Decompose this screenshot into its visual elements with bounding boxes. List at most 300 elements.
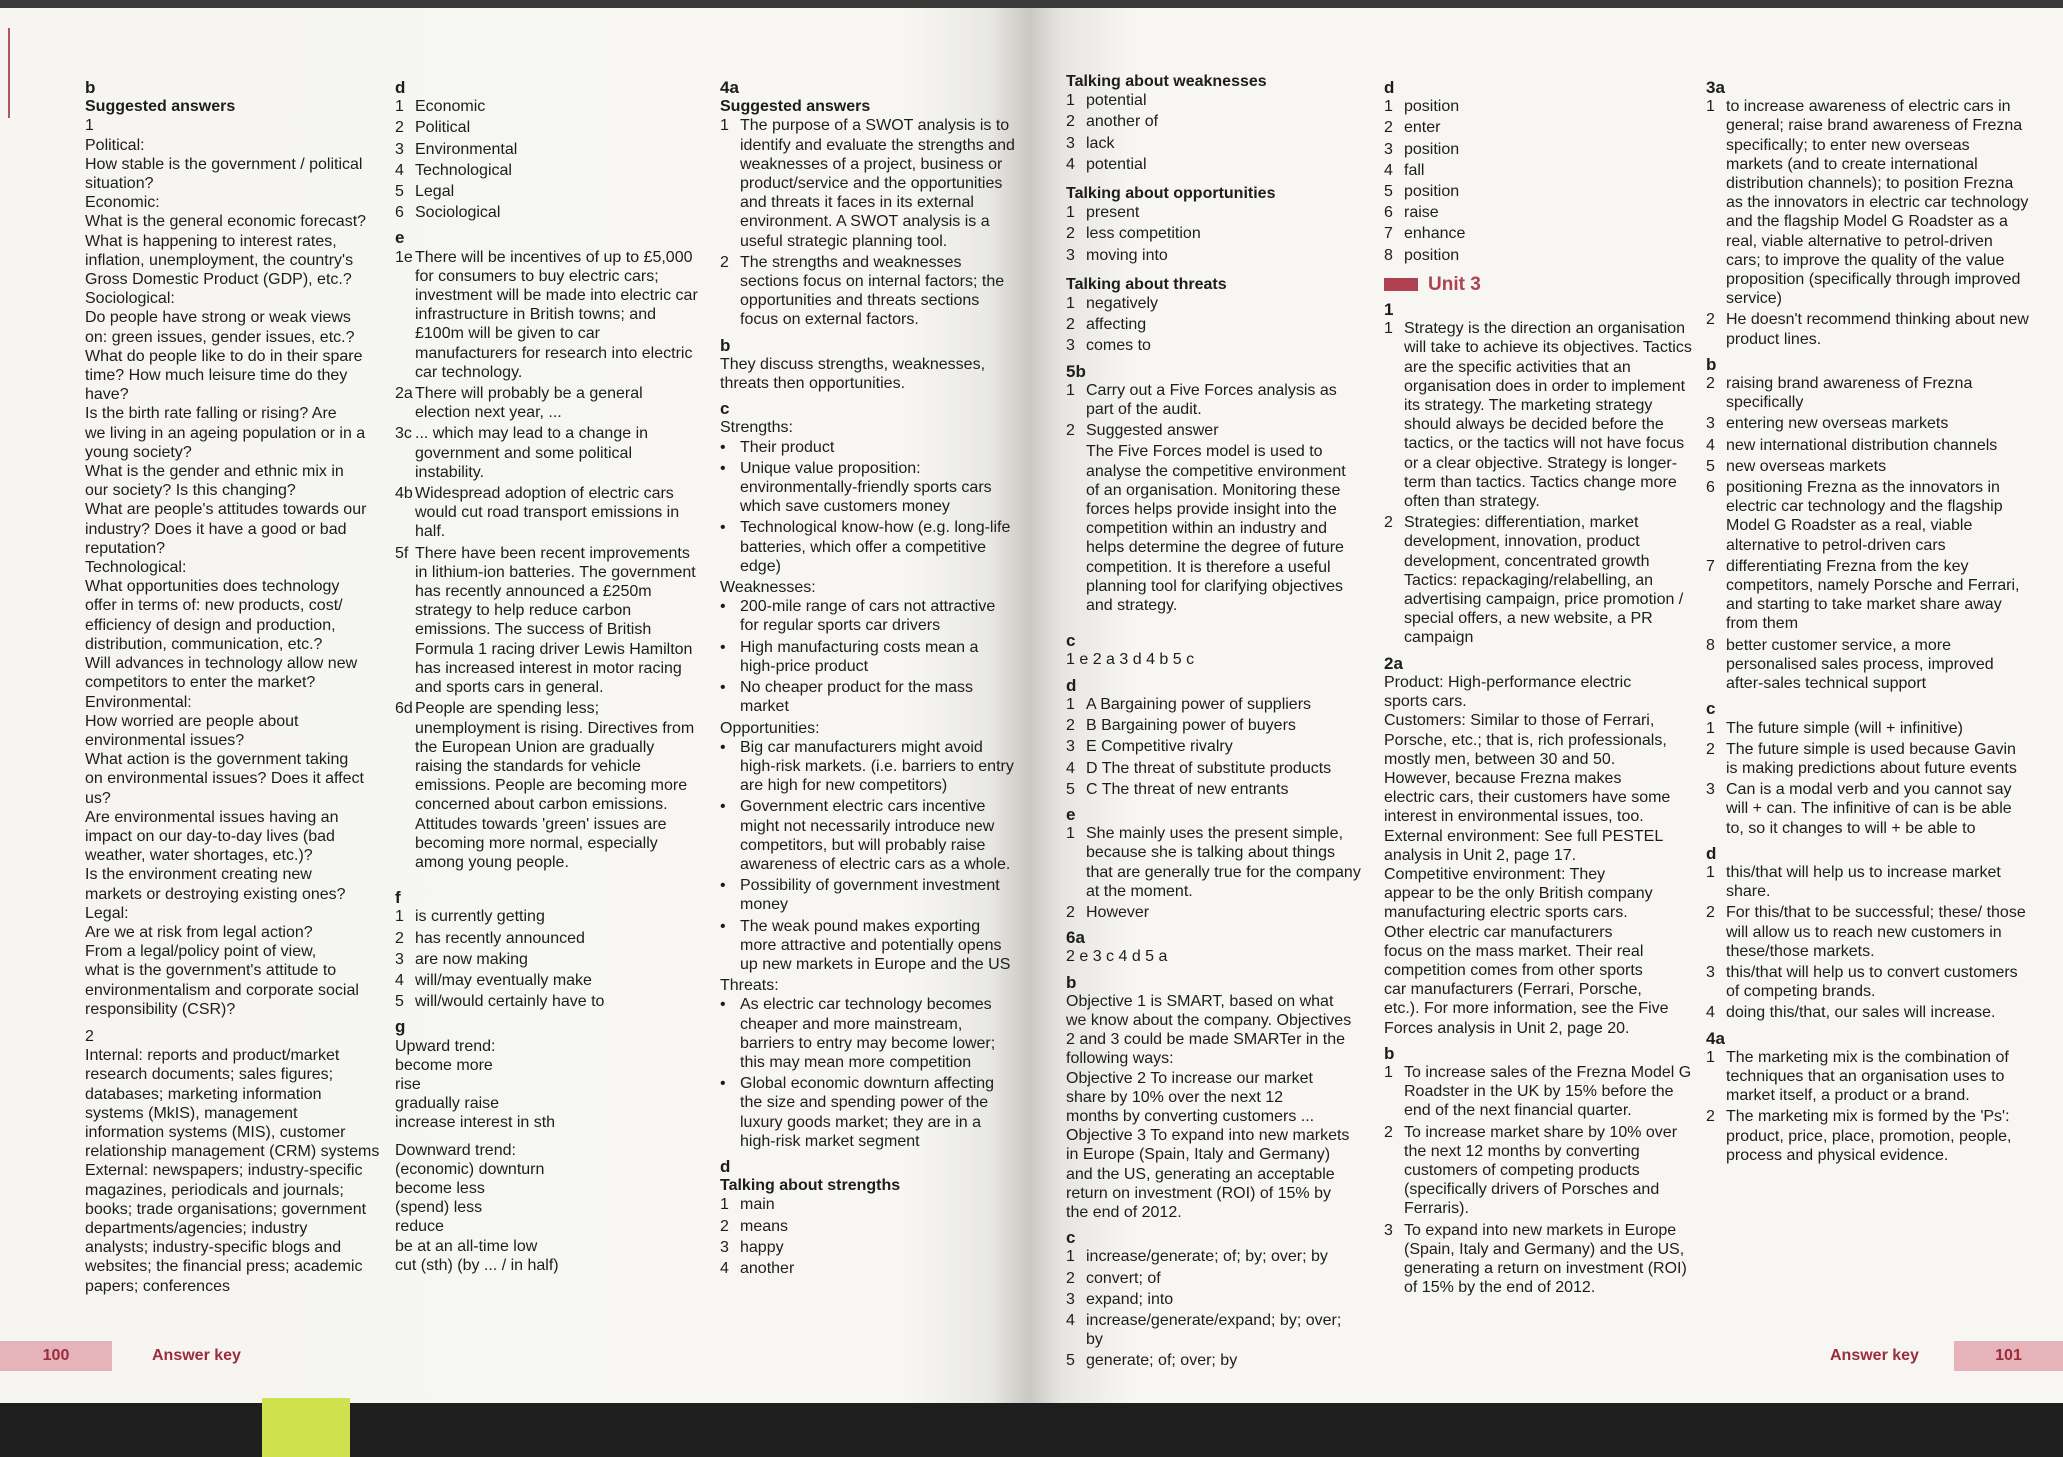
answer-item bbox=[1066, 294, 1361, 313]
section-heading: Talking about strengths bbox=[720, 1177, 901, 1195]
answer-item bbox=[1066, 421, 1361, 440]
text-line: etc.). For more information, see the Five bbox=[1384, 1000, 1669, 1018]
item-number: 3 bbox=[1384, 1221, 1393, 1239]
item-number: 2 bbox=[1706, 375, 1715, 393]
item-number: 5f bbox=[395, 544, 409, 562]
text-line: 2 and 3 could be made SMARTer in the bbox=[1066, 1031, 1345, 1049]
answer-item bbox=[1066, 716, 1361, 735]
item-text: happy bbox=[740, 1238, 784, 1256]
answer-item bbox=[1066, 246, 1361, 265]
exercise-label: c bbox=[1066, 1228, 1076, 1248]
exercise-label: g bbox=[395, 1017, 406, 1037]
item-text: The future simple is used because Gavin is making predictions about future events bbox=[1726, 740, 2017, 777]
item-text: Government electric cars incentive might not necessarily introduce new competitors, but will probably raise awareness of electric cars as a whole. bbox=[740, 798, 1011, 873]
item-number: 4 bbox=[1066, 1311, 1075, 1329]
item-number: 1 bbox=[1066, 1248, 1075, 1266]
text-line: competitors to enter the market? bbox=[85, 674, 316, 692]
text-line: They discuss strengths, weaknesses, bbox=[720, 355, 986, 373]
text-line: young society? bbox=[85, 443, 192, 461]
answer-item bbox=[395, 699, 700, 872]
answer-item bbox=[1706, 457, 2030, 476]
item-text: The marketing mix is the combination of techniques that an organisation uses to market itself, a product or a brand. bbox=[1726, 1048, 2009, 1105]
text-line: Product: High-performance electric bbox=[1384, 673, 1632, 691]
answer-item bbox=[1066, 224, 1361, 243]
item-text: Strategy is the direction an organisation will take to achieve its objectives. Tactics are the specific activities that an organisation does in order to implement its strategy. The marketing strategy should always be decided before the tactics, or the tactics will not have focus or a clear objective. Strategy is longer-term than tactics. Tactics change more often than strategy. bbox=[1404, 320, 1692, 511]
item-text: raise bbox=[1404, 204, 1439, 222]
exercise-label: e bbox=[395, 228, 405, 248]
item-text: B Bargaining power of buyers bbox=[1086, 717, 1296, 735]
text-line: External: newspapers; industry-specific bbox=[85, 1162, 363, 1180]
column-2 bbox=[395, 72, 700, 1275]
text-line: weather, water shortages, etc.)? bbox=[85, 847, 313, 865]
item-number: 1 bbox=[1384, 1063, 1393, 1081]
text-line: Downward trend: bbox=[395, 1141, 516, 1159]
text-line: books; trade organisations; government bbox=[85, 1200, 367, 1218]
text-line: on: green issues, gender issues, etc.? bbox=[85, 328, 355, 346]
item-number: 6 bbox=[1384, 204, 1393, 222]
text-line: Political: bbox=[85, 136, 145, 154]
text-line: reduce bbox=[395, 1218, 444, 1236]
answer-item bbox=[720, 253, 1015, 330]
item-number: 8 bbox=[1706, 636, 1715, 654]
item-text: present bbox=[1086, 204, 1140, 222]
item-text: Widespread adoption of electric cars would cut road transport emissions in half. bbox=[415, 485, 680, 541]
item-text: As electric car technology becomes cheaper and more mainstream, barriers to entry may become lower; this may mean more competition bbox=[740, 996, 996, 1071]
answer-item bbox=[395, 203, 700, 222]
item-text: However bbox=[1086, 903, 1150, 921]
answer-item bbox=[1706, 1107, 2030, 1165]
answer-item bbox=[1706, 780, 2030, 838]
item-number: 7 bbox=[1384, 225, 1393, 243]
item-number: 1 bbox=[1066, 295, 1075, 313]
answer-item bbox=[1706, 414, 2030, 433]
text-line: External environment: See full PESTEL bbox=[1384, 827, 1664, 845]
text-line: 1 bbox=[85, 117, 94, 135]
text-line: following ways: bbox=[1066, 1050, 1174, 1068]
item-text: The marketing mix is formed by the 'Ps': product, price, place, promotion, people, process and physical evidence. bbox=[1726, 1108, 2012, 1164]
exercise-label: c bbox=[1706, 699, 1716, 719]
text-line: our society? Is this changing? bbox=[85, 482, 296, 500]
item-number: 4 bbox=[1066, 155, 1075, 173]
text-line: we know about the company. Objectives bbox=[1066, 1011, 1352, 1029]
text-line: Are environmental issues having an bbox=[85, 808, 339, 826]
item-number: 3 bbox=[1384, 140, 1393, 158]
answer-item bbox=[1066, 381, 1361, 419]
text-line: Is the environment creating new bbox=[85, 866, 312, 884]
text-line: Technological: bbox=[85, 559, 187, 577]
answer-item bbox=[1384, 224, 1702, 243]
answer-item bbox=[395, 424, 700, 482]
item-number: 3 bbox=[720, 1238, 729, 1256]
item-number: 3 bbox=[1066, 134, 1075, 152]
exercise-label: c bbox=[720, 399, 730, 419]
item-number: 4 bbox=[395, 161, 404, 179]
item-number: 3 bbox=[1066, 337, 1075, 355]
item-text: High manufacturing costs mean a high-price product bbox=[740, 638, 979, 675]
text-line: 2 bbox=[85, 1027, 94, 1045]
text-line: sports cars. bbox=[1384, 693, 1467, 711]
item-number: 4 bbox=[1066, 759, 1075, 777]
item-text: Their product bbox=[740, 438, 835, 456]
item-text: Big car manufacturers might avoid high-risk markets. (i.e. barriers to entry are high for new competitors) bbox=[740, 738, 1014, 795]
answer-item bbox=[720, 638, 1015, 676]
item-number: 6d bbox=[395, 700, 413, 718]
item-number: 2 bbox=[1066, 225, 1075, 243]
answer-item bbox=[1706, 903, 2030, 961]
item-number: 2 bbox=[1066, 422, 1075, 440]
answer-item bbox=[1706, 1048, 2030, 1106]
answer-item bbox=[1706, 478, 2030, 555]
item-text: Economic bbox=[415, 98, 486, 116]
item-text: Carry out a Five Forces analysis as part of the audit. bbox=[1086, 381, 1337, 419]
answer-item bbox=[1066, 759, 1361, 778]
text-line: share by 10% over the next 12 bbox=[1066, 1088, 1284, 1106]
item-text: fall bbox=[1404, 161, 1425, 179]
item-number: • bbox=[720, 1075, 726, 1093]
spacer bbox=[395, 874, 700, 882]
answer-item bbox=[720, 1217, 1015, 1236]
item-text: means bbox=[740, 1217, 789, 1235]
spacer bbox=[1066, 617, 1361, 625]
item-number: 5 bbox=[1706, 457, 1715, 475]
item-number: 1 bbox=[1706, 98, 1715, 116]
text-line: Do people have strong or weak views bbox=[85, 309, 351, 327]
item-number: 5 bbox=[395, 993, 404, 1011]
answer-item bbox=[1066, 1311, 1361, 1349]
exercise-label: d bbox=[395, 78, 406, 97]
item-number: 5 bbox=[1066, 1352, 1075, 1370]
exercise-label: b bbox=[720, 335, 731, 355]
text-line: become less bbox=[395, 1179, 485, 1197]
answer-item bbox=[1066, 824, 1361, 901]
item-number: 1 bbox=[1706, 863, 1715, 881]
text-line: cut (sth) (by ... / in half) bbox=[395, 1256, 559, 1274]
text-line: What are people's attitudes towards our bbox=[85, 501, 367, 519]
item-number: 1 bbox=[1706, 719, 1715, 737]
text-line: relationship management (CRM) systems bbox=[85, 1143, 380, 1161]
item-number: 8 bbox=[1384, 246, 1393, 264]
exercise-label: d bbox=[1384, 78, 1395, 97]
text-line: impact on our day-to-day lives (bad bbox=[85, 827, 335, 845]
item-number: • bbox=[720, 917, 726, 935]
answer-item bbox=[1706, 1003, 2030, 1022]
text-line: Customers: Similar to those of Ferrari, bbox=[1384, 712, 1655, 730]
item-number: 2 bbox=[1706, 1108, 1715, 1126]
answer-item bbox=[720, 678, 1015, 716]
text-line: appear to be the only British company bbox=[1384, 885, 1653, 903]
text-line: How worried are people about bbox=[85, 712, 299, 730]
item-text: Possibility of government investment money bbox=[740, 877, 1000, 914]
item-text: comes to bbox=[1086, 337, 1151, 355]
text-line: Sociological: bbox=[85, 290, 175, 308]
item-number: • bbox=[720, 798, 726, 816]
column-6 bbox=[1706, 72, 2030, 1167]
answer-item bbox=[1066, 91, 1361, 110]
exercise-label: c bbox=[1066, 631, 1076, 651]
text-line: papers; conferences bbox=[85, 1277, 230, 1295]
text-line: rise bbox=[395, 1075, 421, 1093]
item-text: Political bbox=[415, 119, 471, 137]
item-number: 7 bbox=[1706, 557, 1715, 575]
text-line: departments/agencies; industry bbox=[85, 1219, 308, 1237]
item-text: There will probably be a general election next year, ... bbox=[415, 385, 643, 422]
text-line: offer in terms of: new products, cost/ bbox=[85, 597, 343, 615]
text-line: Is the birth rate falling or rising? Are bbox=[85, 405, 337, 423]
exercise-label: d bbox=[1066, 675, 1077, 695]
text-line: (spend) less bbox=[395, 1199, 483, 1217]
answer-item bbox=[395, 182, 700, 201]
item-text: Technological bbox=[415, 161, 512, 179]
exercise-label: b bbox=[1384, 1043, 1395, 1063]
item-text: position bbox=[1404, 183, 1460, 201]
item-text: position bbox=[1404, 246, 1460, 264]
spacer bbox=[85, 1019, 385, 1027]
item-text: Sociological bbox=[415, 204, 501, 222]
item-text: For this/that to be successful; these/ those will allow us to reach new customers in these/those markets. bbox=[1726, 904, 2026, 960]
answer-item bbox=[720, 438, 1015, 457]
text-line: be at an all-time low bbox=[395, 1237, 538, 1255]
answer-item bbox=[395, 484, 700, 542]
text-line: return on investment (ROI) of 15% by bbox=[1066, 1184, 1331, 1202]
item-number: • bbox=[720, 877, 726, 895]
exercise-label: b bbox=[1066, 972, 1077, 992]
exercise-label: 5b bbox=[1066, 361, 1086, 381]
item-number: 4 bbox=[1384, 161, 1393, 179]
answer-item bbox=[395, 907, 700, 926]
text-line: electric cars, their customers have some bbox=[1384, 789, 1671, 807]
item-text: negatively bbox=[1086, 295, 1159, 313]
answer-item bbox=[1066, 695, 1361, 714]
item-text: There will be incentives of up to £5,000 for consumers to buy electric cars; investment will be made into electric car infrastructure in British towns; and £100m will be given to car manufacturers for research into electric car technology. bbox=[415, 248, 698, 381]
exercise-label: 4a bbox=[1706, 1028, 1725, 1048]
item-number: 3 bbox=[1706, 415, 1715, 433]
answer-item bbox=[395, 97, 700, 116]
answer-item bbox=[720, 518, 1015, 576]
item-number: 3c bbox=[395, 425, 412, 443]
item-number: 4b bbox=[395, 485, 413, 503]
item-number: 1 bbox=[1066, 825, 1075, 843]
exercise-label: f bbox=[395, 888, 401, 908]
item-number: • bbox=[720, 996, 726, 1014]
text-line: research documents; sales figures; bbox=[85, 1066, 334, 1084]
unit-title: Unit 3 bbox=[1428, 273, 1481, 295]
text-line: mostly men, between 30 and 50. bbox=[1384, 750, 1616, 768]
text-line: What action is the government taking bbox=[85, 751, 349, 769]
item-number: 3 bbox=[395, 140, 404, 158]
answer-item bbox=[1384, 1123, 1702, 1219]
text-line: 2 e 3 c 4 d 5 a bbox=[1066, 948, 1168, 966]
item-number: 2 bbox=[720, 253, 729, 271]
answer-item bbox=[1066, 155, 1361, 174]
text-line: Legal: bbox=[85, 904, 129, 922]
text-line: threats then opportunities. bbox=[720, 375, 906, 393]
text-line: on environmental issues? Does it affect bbox=[85, 770, 364, 788]
text-line: increase interest in sth bbox=[395, 1114, 556, 1132]
text-line: efficiency of design and production, bbox=[85, 616, 336, 634]
item-number: • bbox=[720, 638, 726, 656]
text-line: situation? bbox=[85, 175, 154, 193]
text-line: competition comes from other sports bbox=[1384, 961, 1643, 979]
text-line: magazines, periodicals and journals; bbox=[85, 1181, 344, 1199]
item-text: another of bbox=[1086, 113, 1159, 131]
answer-item bbox=[1706, 374, 2030, 412]
text-line: From a legal/policy point of view, bbox=[85, 943, 317, 961]
item-number: 1 bbox=[1066, 204, 1075, 222]
item-number: • bbox=[720, 519, 726, 537]
text-line: what is the government's attitude to bbox=[85, 962, 337, 980]
exercise-label: e bbox=[1066, 804, 1076, 824]
text-line: inflation, unemployment, the country's bbox=[85, 251, 354, 269]
item-number: 1 bbox=[1066, 695, 1075, 713]
text-line: gradually raise bbox=[395, 1095, 500, 1113]
item-text: Global economic downturn affecting the size and spending power of the luxury goods market; they are in a high-risk market segment bbox=[740, 1075, 995, 1150]
answer-item bbox=[1066, 1351, 1361, 1370]
text-line: 1 e 2 a 3 d 4 b 5 c bbox=[1066, 651, 1195, 669]
text-line: Other electric car manufacturers bbox=[1384, 923, 1613, 941]
answer-item bbox=[1706, 740, 2030, 778]
item-text: Can is a modal verb and you cannot say will + can. The infinitive of can is be able to, so it changes to will + be able to bbox=[1726, 781, 2012, 837]
text-line: focus on the mass market. Their real bbox=[1384, 942, 1644, 960]
text-line: How stable is the government / political bbox=[85, 155, 363, 173]
item-number: 1 bbox=[720, 1196, 729, 1214]
item-text: enter bbox=[1404, 119, 1441, 137]
item-text: Technological know-how (e.g. long-life batteries, which offer a competitive edge) bbox=[740, 519, 1011, 575]
left-page bbox=[0, 8, 1030, 1403]
item-number: 5 bbox=[1384, 183, 1393, 201]
item-text: moving into bbox=[1086, 246, 1168, 264]
item-text: doing this/that, our sales will increase. bbox=[1726, 1004, 1996, 1022]
exercise-label: d bbox=[1706, 843, 1717, 863]
item-text: No cheaper product for the mass market bbox=[740, 679, 974, 716]
item-number: 3 bbox=[1706, 963, 1715, 981]
exercise-label: b bbox=[85, 78, 96, 97]
item-number: 3 bbox=[1066, 246, 1075, 264]
answer-item bbox=[1384, 140, 1702, 159]
column-4 bbox=[1066, 72, 1361, 1373]
item-number: 6 bbox=[1706, 479, 1715, 497]
text-line: Porsche, etc.; that is, rich professionals, bbox=[1384, 731, 1667, 749]
text-line: reputation? bbox=[85, 539, 166, 557]
item-text: He doesn't recommend thinking about new product lines. bbox=[1726, 311, 2029, 348]
item-number: 1 bbox=[1066, 92, 1075, 110]
item-number: 2 bbox=[1706, 311, 1715, 329]
answer-item bbox=[1706, 863, 2030, 901]
exercise-label: d bbox=[720, 1156, 731, 1176]
text-line: What opportunities does technology bbox=[85, 578, 340, 596]
item-number: • bbox=[720, 598, 726, 616]
text-line: Objective 3 To expand into new markets bbox=[1066, 1127, 1350, 1145]
item-number: 2 bbox=[720, 1217, 729, 1235]
item-text: better customer service, a more personalised sales process, improved after-sales technical support bbox=[1726, 636, 1994, 693]
item-text: position bbox=[1404, 140, 1460, 158]
item-text: Suggested answer bbox=[1086, 422, 1219, 440]
answer-item bbox=[720, 1074, 1015, 1151]
answer-item bbox=[720, 1195, 1015, 1214]
item-text: are now making bbox=[415, 950, 528, 968]
text-line: industry? Does it have a good or bad bbox=[85, 520, 347, 538]
item-number: 1 bbox=[720, 117, 729, 135]
answer-item bbox=[1706, 963, 2030, 1001]
text-line: car manufacturers (Ferrari, Porsche, bbox=[1384, 981, 1642, 999]
answer-item bbox=[1384, 1221, 1702, 1298]
answer-item bbox=[720, 995, 1015, 1072]
text-line: Objective 2 To increase our market bbox=[1066, 1069, 1313, 1087]
text-line: Are we at risk from legal action? bbox=[85, 923, 313, 941]
item-number: 1 bbox=[395, 98, 404, 116]
text-line: manufacturing electric sports cars. bbox=[1384, 904, 1628, 922]
unit-marker bbox=[1384, 278, 1418, 291]
text-line: Upward trend: bbox=[395, 1037, 496, 1055]
item-text: expand; into bbox=[1086, 1290, 1174, 1308]
item-number: • bbox=[720, 438, 726, 456]
section-heading: Suggested answers bbox=[85, 98, 236, 116]
answer-item bbox=[720, 1238, 1015, 1257]
item-number bbox=[1066, 442, 1086, 615]
item-text: She mainly uses the present simple, because she is talking about things that are generally true for the company at the moment. bbox=[1086, 825, 1361, 900]
text-line: environmental issues? bbox=[85, 731, 245, 749]
answer-item bbox=[720, 876, 1015, 914]
item-text: has recently announced bbox=[415, 929, 585, 947]
page-edge-mark bbox=[8, 28, 10, 118]
item-text: C The threat of new entrants bbox=[1086, 780, 1289, 798]
text-line: databases; marketing information bbox=[85, 1085, 322, 1103]
text-line: Objective 1 is SMART, based on what bbox=[1066, 992, 1334, 1010]
item-number: 1 bbox=[1066, 381, 1075, 399]
answer-item bbox=[720, 917, 1015, 975]
text-line: Threats: bbox=[720, 977, 779, 995]
item-number: 5 bbox=[395, 183, 404, 201]
text-line: websites; the financial press; academic bbox=[85, 1258, 363, 1276]
item-text: The purpose of a SWOT analysis is to identify and evaluate the strengths and weaknesses of a project, business or product/service and the opportunities and threats it faces in its external environment. A SWOT analysis is a useful strategic planning tool. bbox=[740, 117, 1015, 250]
answer-item bbox=[720, 597, 1015, 635]
answer-item bbox=[1066, 737, 1361, 756]
text-line: have? bbox=[85, 386, 129, 404]
exercise-label: 2a bbox=[1384, 653, 1403, 673]
text-line: interest in environmental issues, too. bbox=[1384, 808, 1644, 826]
item-text: position bbox=[1404, 98, 1460, 116]
answer-item bbox=[720, 797, 1015, 874]
item-text: ... which may lead to a change in government and some political instability. bbox=[415, 425, 649, 481]
answer-item bbox=[720, 459, 1015, 517]
answer-item bbox=[395, 248, 700, 382]
item-text: will/may eventually make bbox=[415, 971, 592, 989]
section-heading: Talking about threats bbox=[1066, 275, 1227, 293]
answer-item bbox=[1066, 903, 1361, 922]
item-number: 4 bbox=[1706, 1004, 1715, 1022]
answer-item bbox=[1706, 636, 2030, 694]
answer-item bbox=[1066, 1247, 1361, 1266]
item-text: generate; of; over; by bbox=[1086, 1352, 1238, 1370]
spacer bbox=[395, 1133, 700, 1141]
item-number: 2 bbox=[395, 929, 404, 947]
footer-title-left: Answer key bbox=[152, 1347, 241, 1364]
text-line: Opportunities: bbox=[720, 719, 820, 737]
text-line: What is the general economic forecast? bbox=[85, 213, 367, 231]
text-line: responsibility (CSR)? bbox=[85, 1000, 236, 1018]
item-text: The Five Forces model is used to analyse the competitive environment of an organisation. Monitoring these forces helps provide insight into the competition within an industry and helps determine the degree of future competition. It is therefore a useful planning tool for clarifying objectives and strategy. bbox=[1086, 443, 1346, 615]
item-text: will/would certainly have to bbox=[415, 993, 605, 1011]
text-line: Will advances in technology allow new bbox=[85, 655, 358, 673]
answer-item bbox=[1384, 118, 1702, 137]
text-line: in Europe (Spain, Italy and Germany) bbox=[1066, 1146, 1331, 1164]
answer-item bbox=[1384, 1063, 1702, 1121]
exercise-label: 4a bbox=[720, 78, 739, 97]
item-text: D The threat of substitute products bbox=[1086, 759, 1332, 777]
item-text: increase/generate; of; by; over; by bbox=[1086, 1248, 1328, 1266]
answer-item bbox=[1384, 246, 1702, 265]
item-number: • bbox=[720, 459, 726, 477]
answer-item bbox=[1066, 1269, 1361, 1288]
